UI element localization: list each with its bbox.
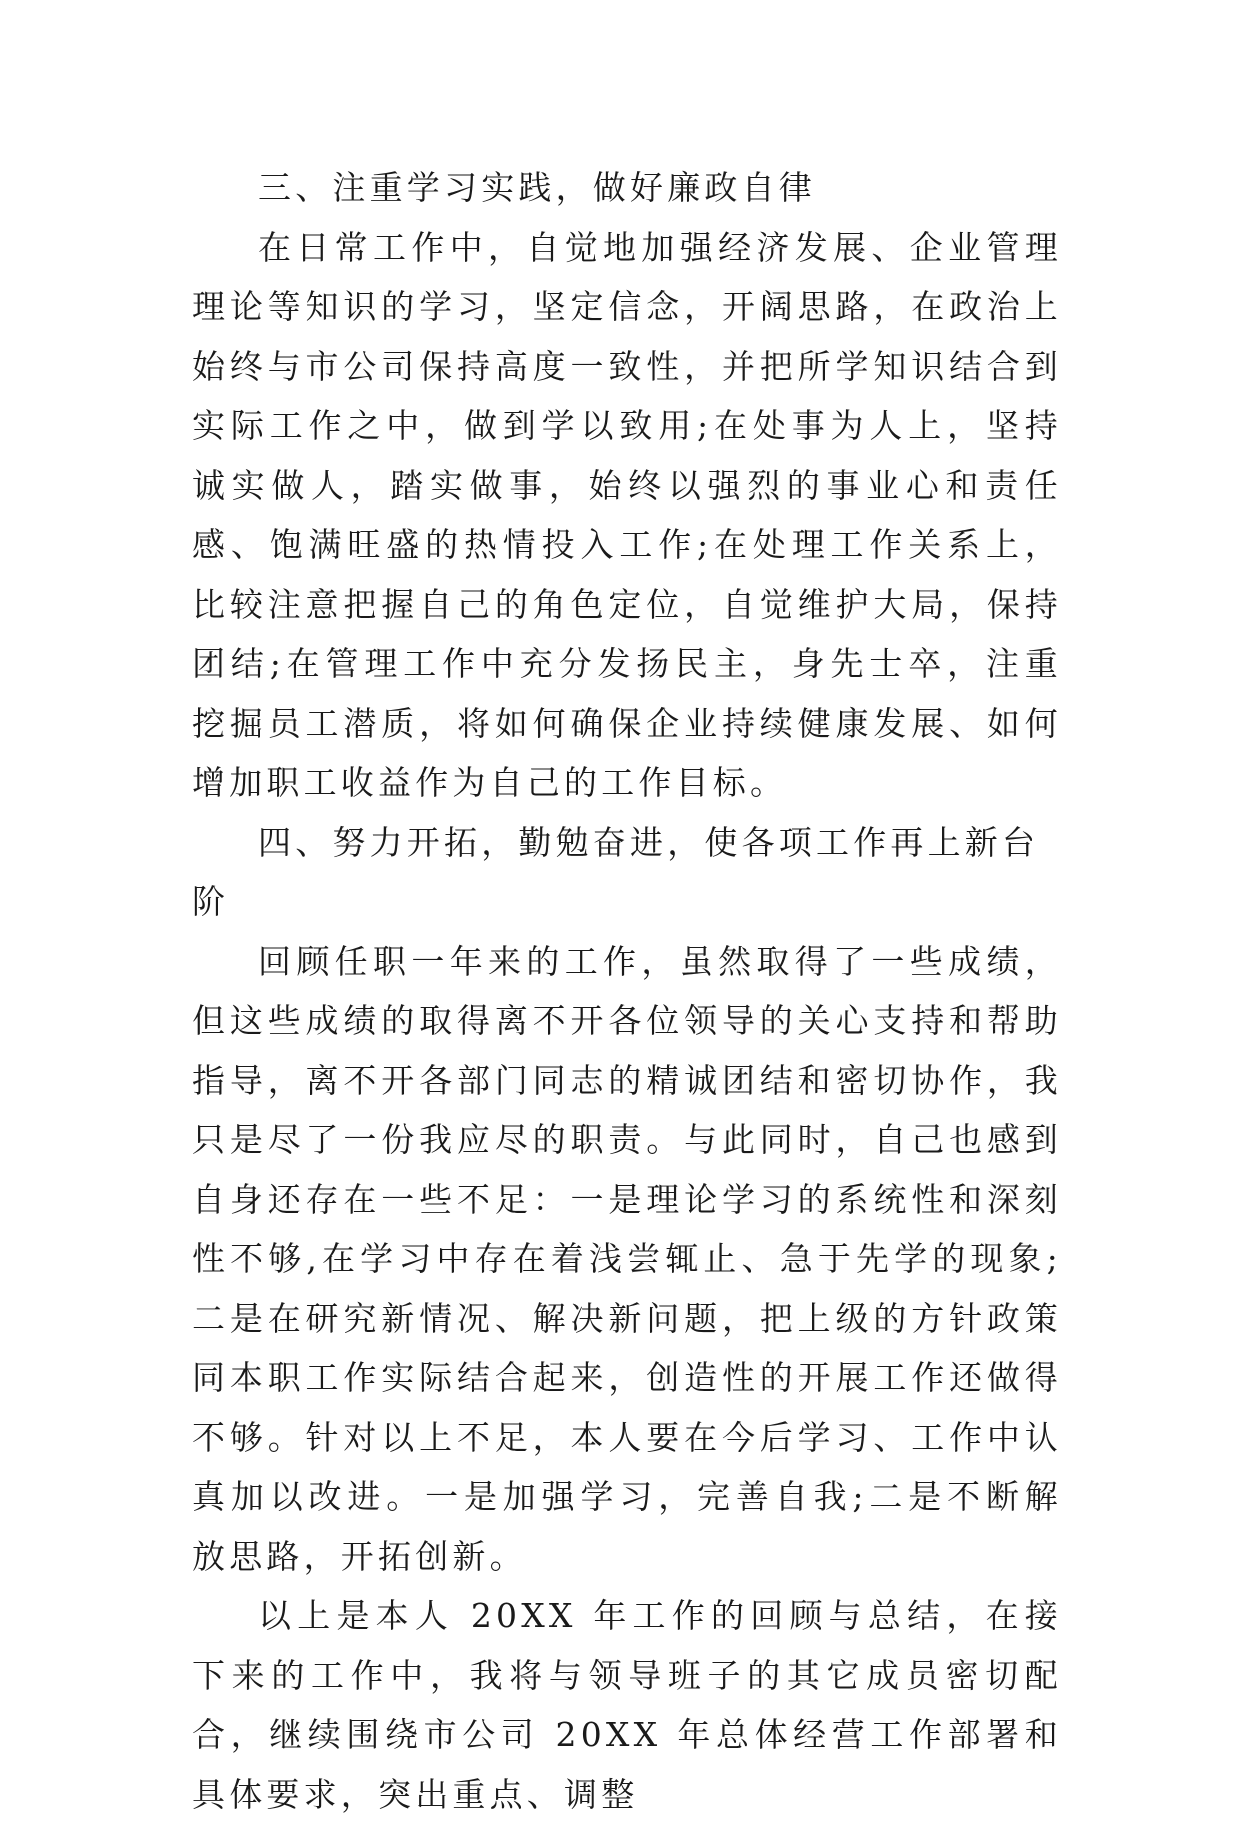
section-4-paragraph: 回顾任职一年来的工作，虽然取得了一些成绩，但这些成绩的取得离不开各位领导的关心支持和帮助指导，离不开各部门同志的精诚团结和密切协作，我只是尽了一份我应尽的职责。与此同时，自己也感到自身还存在一些不足：一是理论学习的系统性和深刻性不够,在学习中存在着浅尝辄止、急于先学的现象;二是在研究新情况、解决新问题，把上级的方针政策同本职工作实际结合起来，创造性的开展工作还做得不够。针对以上不足，本人要在今后学习、工作中认真加以改进。一是加强学习，完善自我;二是不断解放思路，开拓创新。: [192, 941, 1062, 1576]
section-3-heading: 三、注重学习实践，做好廉政自律: [258, 168, 816, 207]
document-body: [192, 158, 1062, 1824]
section-3-paragraph: 在日常工作中，自觉地加强经济发展、企业管理理论等知识的学习，坚定信念，开阔思路，在政治上始终与市公司保持高度一致性，并把所学知识结合到实际工作之中，做到学以致用;在处事为人上，坚持诚实做人，踏实做事，始终以强烈的事业心和责任感、饱满旺盛的热情投入工作;在处理工作关系上，比较注意把握自己的角色定位，自觉维护大局，保持团结;在管理工作中充分发扬民主，身先士卒，注重挖掘员工潜质，将如何确保企业持续健康发展、如何增加职工收益作为自己的工作目标。: [192, 227, 1062, 802]
closing-paragraph: 以上是本人 20XX 年工作的回顾与总结，在接下来的工作中，我将与领导班子的其它成员密切配合，继续围绕市公司 20XX 年总体经营工作部署和具体要求，突出重点、调整: [192, 1596, 1062, 1814]
section-4-heading: 四、努力开拓，勤勉奋进，使各项工作再上新台阶: [192, 822, 1040, 921]
